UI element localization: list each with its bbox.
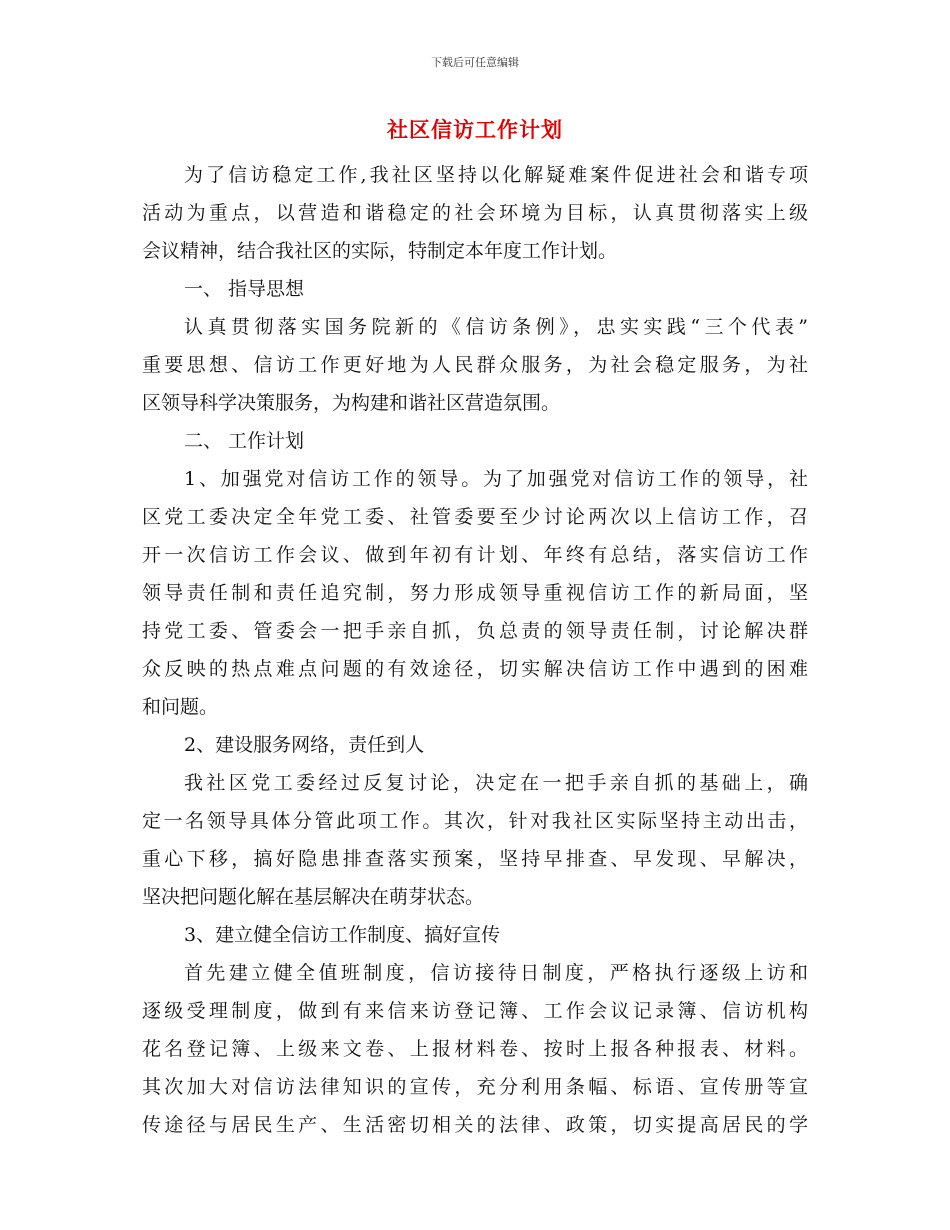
body-line: 和问题。	[142, 696, 219, 718]
body-line: 2、建设服务网络，责任到人	[184, 734, 425, 756]
body-line: 重心下移，搞好隐患排查落实预案，坚持早排查、早发现、早解决，	[142, 848, 808, 870]
document-title: 社区信访工作计划	[387, 117, 563, 142]
body-line: 定一名领导具体分管此项工作。其次，针对我社区实际坚持主动出击，	[142, 810, 808, 832]
body-line: 3、建立健全信访工作制度、搞好宣传	[184, 924, 501, 946]
body-line: 重要思想、信访工作更好地为人民群众服务，为社会稳定服务，为社	[142, 354, 808, 376]
body-line: 1、加强党对信访工作的领导。为了加强党对信访工作的领导，社	[184, 468, 808, 490]
body-line: 花名登记簿、上级来文卷、上报材料卷、按时上报各种报表、材料。	[142, 1038, 808, 1060]
body-line: 会议精神，结合我社区的实际，特制定本年度工作计划。	[142, 240, 618, 262]
body-line: 为了信访稳定工作,我社区坚持以化解疑难案件促进社会和谐专项	[184, 164, 808, 186]
body-line: 活动为重点，以营造和谐稳定的社会环境为目标，认真贯彻落实上级	[142, 202, 808, 224]
body-line: 众反映的热点难点问题的有效途径，切实解决信访工作中遇到的困难	[142, 658, 808, 680]
body-line: 传途径与居民生产、生活密切相关的法律、政策，切实提高居民的学	[142, 1114, 808, 1136]
body-line: 持党工委、管委会一把手亲自抓，负总责的领导责任制，讨论解决群	[142, 620, 808, 642]
body-line: 区党工委决定全年党工委、社管委要至少讨论两次以上信访工作，召	[142, 506, 808, 528]
body-line: 首先建立健全值班制度，信访接待日制度，严格执行逐级上访和	[184, 962, 808, 984]
body-line: 区领导科学决策服务，为构建和谐社区营造氛围。	[142, 392, 561, 414]
body-line: 逐级受理制度，做到有来信来访登记簿、工作会议记录簿、信访机构	[142, 1000, 808, 1022]
body-line: 一、 指导思想	[184, 278, 305, 300]
body-line: 坚决把问题化解在基层解决在萌芽状态。	[142, 886, 485, 908]
body-line: 开一次信访工作会议、做到年初有计划、年终有总结，落实信访工作	[142, 544, 808, 566]
document-body	[142, 156, 808, 1144]
body-line: 我社区党工委经过反复讨论，决定在一把手亲自抓的基础上，确	[184, 772, 808, 794]
body-line: 领导责任制和责任追究制，努力形成领导重视信访工作的新局面，坚	[142, 582, 808, 604]
body-line: 其次加大对信访法律知识的宣传，充分利用条幅、标语、宣传册等宣	[142, 1076, 808, 1098]
body-line: 认真贯彻落实国务院新的《信访条例》，忠实实践“三个代表”	[184, 316, 808, 338]
body-line: 二、 工作计划	[184, 430, 305, 452]
page-header-note: 下载后可任意编辑	[431, 56, 519, 69]
